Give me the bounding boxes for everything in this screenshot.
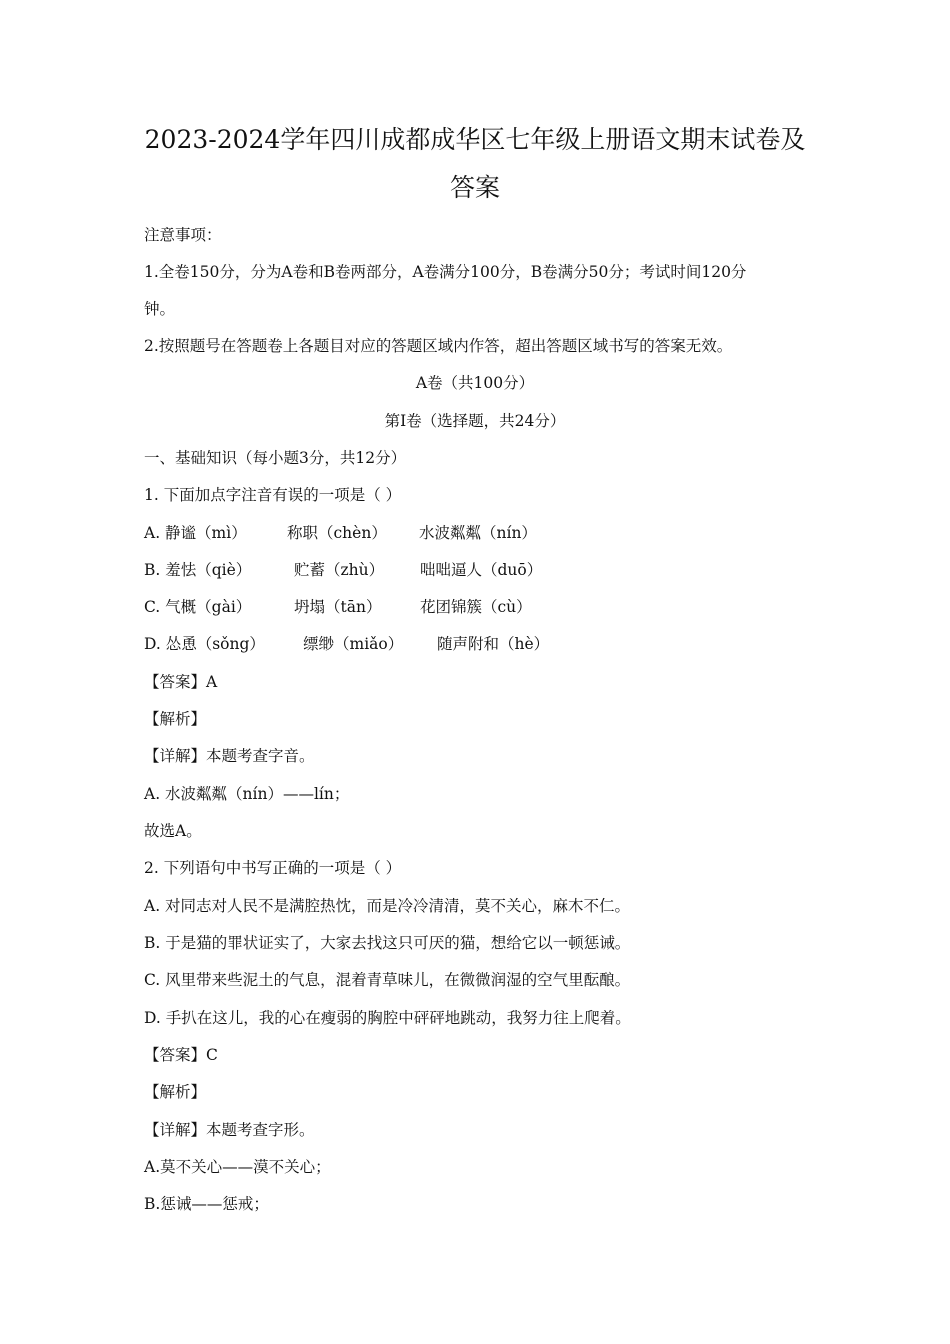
q1-stem: 1. 下面加点字注音有误的一项是（ ）	[144, 486, 402, 504]
q1-option-c	[144, 597, 532, 617]
part-1-heading: 第Ⅰ卷（选择题，共24分）	[384, 412, 566, 430]
title-line-1: 2023-2024学年四川成都成华区七年级上册语文期末试卷及	[144, 125, 806, 154]
notes-item-2: 2.按照题号在答题卷上各题目对应的答题区域内作答，超出答题区域书写的答案无效。	[144, 337, 733, 355]
title-line-2: 答案	[449, 173, 500, 202]
q2-analysis-heading: 【解析】	[144, 1083, 207, 1101]
q1-option-d	[144, 634, 549, 654]
notes-item-1-line-2: 钟。	[144, 300, 176, 318]
q1-option-d-3: 随声附和（hè）	[437, 635, 550, 653]
q1-option-a-1: A. 静谧（mì）	[144, 524, 247, 542]
q1-conclusion: 故选A。	[144, 822, 202, 840]
q1-option-c-3: 花团锦簇（cù）	[420, 598, 532, 616]
q1-analysis-heading: 【解析】	[144, 710, 207, 728]
q1-option-d-1: D. 怂恿（sǒng）	[144, 635, 265, 653]
q2-option-d: D. 手扒在这儿，我的心在瘦弱的胸腔中砰砰地跳动，我努力往上爬着。	[144, 1009, 631, 1027]
q1-answer: 【答案】A	[144, 673, 218, 691]
q2-explain-a: A.莫不关心——漠不关心；	[144, 1158, 331, 1176]
notes-heading: 注意事项：	[144, 226, 222, 244]
q2-answer: 【答案】C	[144, 1046, 218, 1064]
q2-option-c: C. 风里带来些泥土的气息，混着青草味儿，在微微润湿的空气里酝酿。	[144, 971, 631, 989]
q1-option-d-2: 缥缈（miǎo）	[303, 635, 404, 653]
q1-option-a-3: 水波粼粼（nín）	[419, 524, 537, 542]
q1-option-a	[144, 523, 537, 543]
q2-stem: 2. 下列语句中书写正确的一项是（ ）	[144, 859, 402, 877]
q1-detail: 【详解】本题考查字音。	[144, 747, 315, 765]
section-basic-heading: 一、基础知识（每小题3分，共12分）	[144, 449, 407, 467]
volume-a-heading: A卷（共100分）	[415, 374, 535, 392]
q1-option-b-1: B. 羞怯（qiè）	[144, 561, 252, 579]
q1-option-b-2: 贮蓄（zhù）	[294, 561, 385, 579]
q1-option-a-2: 称职（chèn）	[287, 524, 387, 542]
q1-option-c-2: 坍塌（tān）	[294, 598, 382, 616]
q1-option-b-3: 咄咄逼人（duō）	[420, 561, 543, 579]
document-title	[100, 116, 850, 212]
q2-explain-b: B.惩诫——惩戒；	[144, 1195, 269, 1213]
q1-explain: A. 水波粼粼（nín）——lín；	[144, 785, 350, 803]
q2-detail: 【详解】本题考查字形。	[144, 1121, 315, 1139]
q2-option-b: B. 于是猫的罪状证实了，大家去找这只可厌的猫，想给它以一顿惩诫。	[144, 934, 631, 952]
notes-item-1-line-1: 1.全卷150分，分为A卷和B卷两部分，A卷满分100分，B卷满分50分；考试时间120分	[144, 263, 747, 281]
q2-option-a: A. 对同志对人民不是满腔热忱，而是冷冷清清，莫不关心，麻木不仁。	[144, 897, 631, 915]
q1-option-b	[144, 560, 542, 580]
q1-option-c-1: C. 气概（gài）	[144, 598, 252, 616]
